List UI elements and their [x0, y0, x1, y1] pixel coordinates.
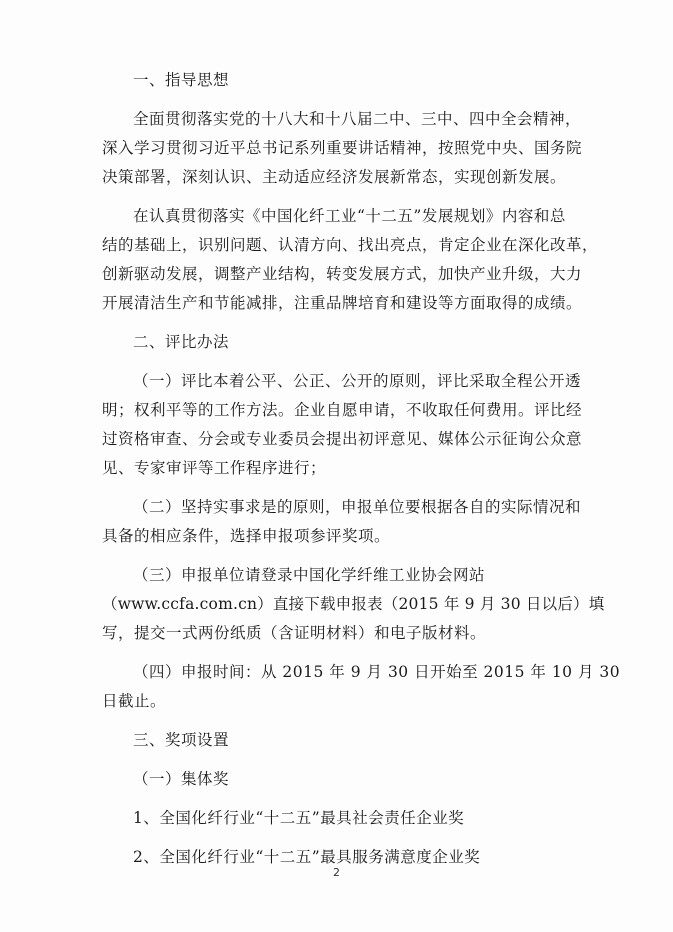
document-body: [102, 66, 621, 882]
paragraph-guiding-ideology-2: [102, 202, 599, 318]
section-heading-awards: 三、奖项设置: [133, 731, 230, 749]
text-line: 全面贯彻落实党的十八大和十八届二中、三中、四中全会精神，: [133, 110, 582, 128]
award-item-1: 1、全国化纤行业“十二五”最具社会责任企业奖: [133, 809, 465, 827]
text-line: 明；权利平等的工作方法。企业自愿申请，不收取任何费用。评比经: [102, 401, 583, 419]
award-item-2: 2、全国化纤行业“十二五”最具服务满意度企业奖: [133, 848, 481, 866]
text-line: 具备的相应条件，选择申报项参评奖项。: [102, 527, 391, 545]
text-line: 开展清洁生产和节能减排，注重品牌培育和建设等方面取得的成绩。: [102, 294, 583, 312]
text-line-website: （www.ccfa.com.cn）直接下载申报表（2015 年 9 月 30 日以后）填: [102, 595, 605, 613]
text-line: 创新驱动发展，调整产业结构，转变发展方式，加快产业升级，大力: [102, 265, 583, 283]
text-line: 深入学习贯彻习近平总书记系列重要讲话精神，按照党中央、国务院: [102, 139, 583, 157]
text-line: 在认真贯彻落实《中国化纤工业“十二五”发展规划》内容和总: [133, 207, 566, 225]
paragraph-guiding-ideology-1: [102, 105, 582, 192]
section-heading-guiding-ideology: 一、指导思想: [133, 71, 230, 89]
text-line: （一）评比本着公平、公正、公开的原则，评比采取全程公开透: [133, 372, 582, 390]
paragraph-evaluation-item-2: [102, 493, 582, 551]
paragraph-evaluation-item-3: [102, 561, 605, 648]
text-line: 结的基础上，识别问题、认清方向、找出亮点，肯定企业在深化改革，: [102, 236, 599, 254]
text-line: （四）申报时间：从 2015 年 9 月 30 日开始至 2015 年 10 月 30: [133, 663, 621, 681]
paragraph-evaluation-item-4: [102, 658, 621, 716]
text-line: 日截止。: [102, 692, 167, 710]
section-heading-evaluation-method: 二、评比办法: [133, 333, 230, 351]
text-line: 决策部署，深刻认识、主动适应经济发展新常态，实现创新发展。: [102, 168, 567, 186]
text-line: （三）申报单位请登录中国化学纤维工业协会网站: [133, 566, 486, 584]
subheading-collective-award: （一）集体奖: [133, 770, 230, 788]
text-line: （二）坚持实事求是的原则，申报单位要根据各自的实际情况和: [133, 498, 582, 516]
paragraph-evaluation-item-1: [102, 367, 582, 483]
text-line: 过资格审查、分会或专业委员会提出初评意见、媒体公示征询公众意: [102, 430, 583, 448]
text-line: 见、专家审评等工作程序进行；: [102, 459, 327, 477]
page-number: 2: [333, 866, 340, 879]
text-line: 写，提交一式两份纸质（含证明材料）和电子版材料。: [102, 624, 487, 642]
